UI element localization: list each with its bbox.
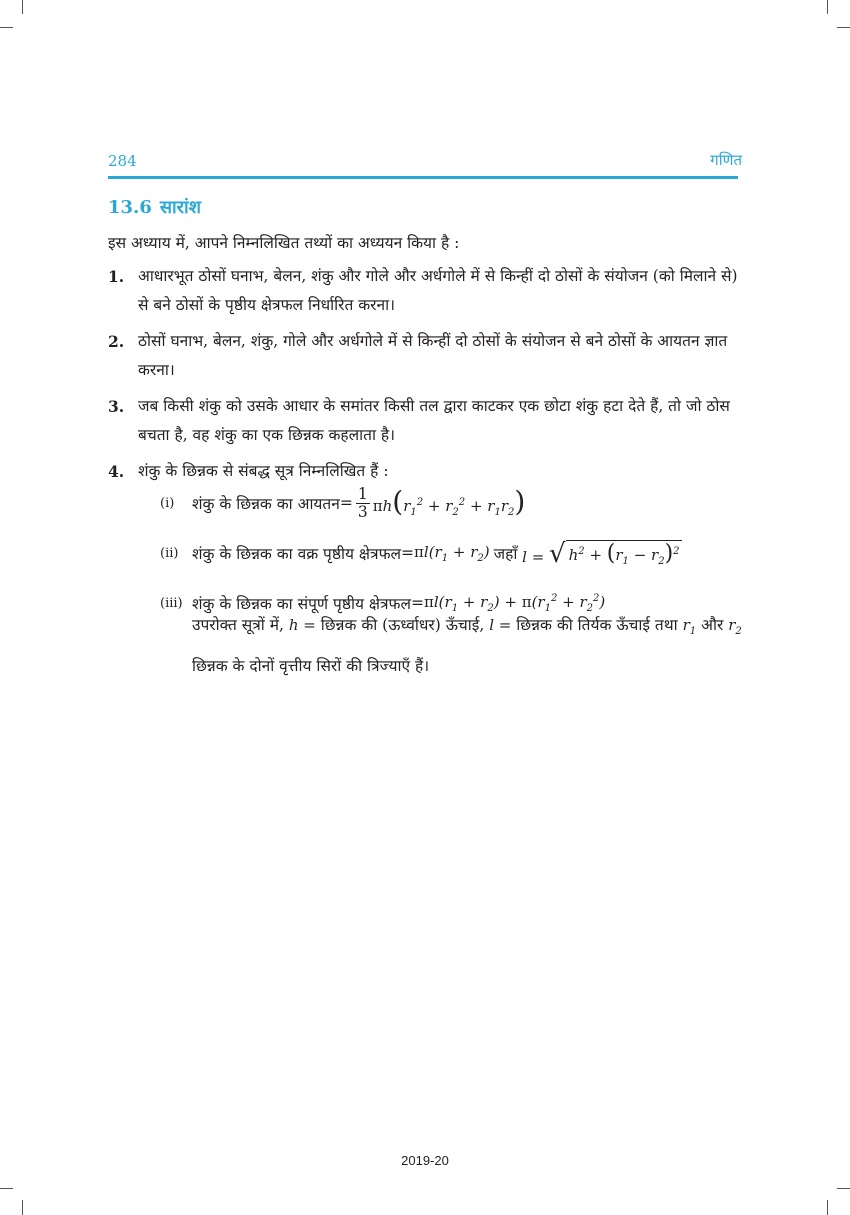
section-title: सारांश bbox=[159, 197, 201, 218]
radii-description: छिन्नक के दोनों वृत्तीय सिरों की त्रिज्याएँ हैं। bbox=[192, 657, 430, 675]
h-description: छिन्नक की (ऊर्ध्वाधर) ऊँचाई, bbox=[320, 616, 485, 634]
subject-title: गणित bbox=[710, 151, 742, 169]
crop-mark bbox=[0, 27, 13, 28]
list-item-number: 1. bbox=[108, 267, 125, 286]
list-item-text: जब किसी शंकु को उसके आधार के समांतर किसी तल द्वारा काटकर एक छोटा शंकु हटा देते हैं, तो जो ठोस बचता है, वह शंकु का एक छिन्नक कहलाता है। bbox=[138, 397, 730, 444]
formula-label: शंकु के छिन्नक का वक्र पृष्ठीय क्षेत्रफल bbox=[192, 545, 402, 563]
summary-list bbox=[108, 262, 740, 493]
list-item-text: शंकु के छिन्नक से संबद्ध सूत्र निम्नलिखित हैं : bbox=[138, 462, 389, 480]
fraction bbox=[356, 486, 370, 520]
formula-list bbox=[160, 478, 750, 628]
formula-curved-surface-area bbox=[160, 528, 750, 578]
list-item bbox=[108, 327, 740, 385]
formula-marker: (i) bbox=[160, 495, 175, 511]
page-number: 284 bbox=[108, 152, 137, 170]
list-item-text: आधारभूत ठोसों घनाभ, बेलन, शंकु और गोले और अर्धगोले में से किन्हीं दो ठोसों के संयोजन (को मिलाने से) से बने ठोसों के पृष्ठीय क्षेत्रफल निर्धारित करना। bbox=[138, 267, 738, 314]
formula-label: शंकु के छिन्नक का संपूर्ण पृष्ठीय क्षेत्रफल bbox=[192, 595, 412, 613]
crop-mark bbox=[22, 0, 23, 14]
intro-text: इस अध्याय में, आपने निम्नलिखित तथ्यों का अध्ययन किया है : bbox=[108, 234, 460, 252]
where-text: जहाँ bbox=[493, 545, 518, 563]
l-symbol: l = bbox=[489, 616, 512, 634]
formula-note bbox=[192, 608, 742, 683]
list-item bbox=[108, 392, 740, 450]
l-description: छिन्नक की तिर्यक ऊँचाई तथा bbox=[516, 616, 678, 634]
crop-mark bbox=[827, 1200, 828, 1215]
fraction-numerator: 1 bbox=[357, 485, 368, 504]
crop-mark bbox=[837, 1188, 850, 1189]
r2-symbol: $r_2$ bbox=[728, 616, 742, 637]
r1-symbol: $r_1$ bbox=[682, 616, 697, 637]
section-number: 13.6 bbox=[108, 197, 152, 218]
crop-mark bbox=[837, 27, 850, 28]
and-text: और bbox=[701, 616, 724, 634]
note-prefix: उपरोक्त सूत्रों में, bbox=[192, 616, 284, 634]
list-item-number: 4. bbox=[108, 462, 125, 481]
list-item-number: 3. bbox=[108, 397, 125, 416]
crop-mark bbox=[22, 1200, 23, 1215]
header-divider bbox=[108, 176, 738, 179]
volume-expression: $\pi h(r_1^2 + r_2^2 + r_1r_2)$ bbox=[372, 485, 526, 518]
list-item-number: 2. bbox=[108, 332, 125, 351]
square-root-icon: √ $h^2 + (r_1 - r_2)^2$ bbox=[549, 538, 680, 569]
footer-year: 2019-20 bbox=[401, 1153, 449, 1168]
equals-sign: = bbox=[339, 494, 353, 512]
formula-label: शंकु के छिन्नक का आयतन bbox=[192, 495, 340, 513]
tsa-expression: $\pi l(r_1 + r_2) + \pi(r_1^2 + r_2^2)$ bbox=[424, 592, 606, 614]
list-item bbox=[108, 262, 740, 320]
formula-marker: (iii) bbox=[160, 595, 183, 611]
formula-marker: (ii) bbox=[160, 545, 179, 561]
fraction-denominator: 3 bbox=[357, 502, 368, 521]
h-symbol: h = bbox=[288, 616, 316, 634]
list-item-text: ठोसों घनाभ, बेलन, शंकु, गोले और अर्धगोले में से किन्हीं दो ठोसों के संयोजन से बने ठोसों के आयतन ज्ञात करना। bbox=[138, 332, 728, 379]
csa-expression: $\pi l(r_1 + r_2)$ bbox=[414, 542, 490, 564]
crop-mark bbox=[827, 0, 828, 14]
equals-sign: = bbox=[411, 594, 425, 612]
formula-volume bbox=[160, 478, 750, 528]
section-heading bbox=[108, 195, 201, 219]
slant-height-expression: l = √ $h^2 + (r_1 - r_2)^2$ bbox=[517, 538, 680, 569]
crop-mark bbox=[0, 1188, 13, 1189]
equals-sign: = bbox=[401, 544, 415, 562]
